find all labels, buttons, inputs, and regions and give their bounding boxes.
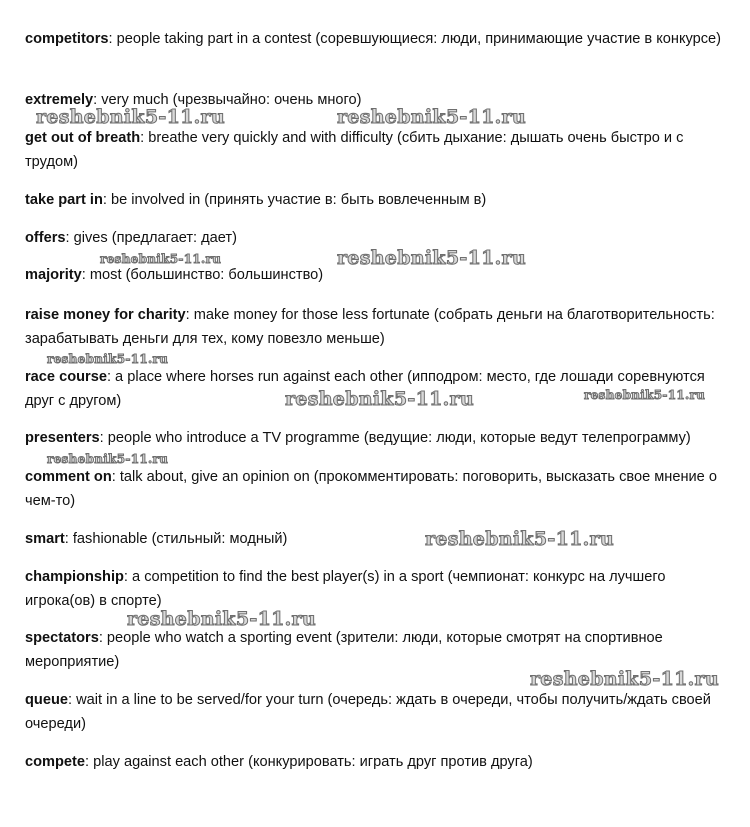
vocab-entry-comment-on bbox=[25, 466, 725, 513]
entry-definition: : wait in a line to be served/for your turn (очередь: ждать в очереди, чтобы получить/ждать своей очереди) bbox=[25, 692, 711, 732]
vocab-entry-get-out-of-breath bbox=[25, 127, 725, 174]
entry-term: presenters bbox=[25, 430, 100, 446]
entry-definition: : a place where horses run against each other (ипподром: место, где лошади соревнуются друг с другом) bbox=[25, 369, 705, 409]
vocab-entry-competitors bbox=[25, 28, 725, 52]
entry-definition: : make money for those less fortunate (собрать деньги на благотворительность: зарабатывать деньги для тех, кому повезло меньше) bbox=[25, 307, 715, 347]
entry-term: offers bbox=[25, 230, 66, 246]
watermark: reshebnik5-11.ru bbox=[337, 106, 526, 128]
entry-term: comment on bbox=[25, 469, 112, 485]
vocab-entry-presenters bbox=[25, 427, 725, 451]
entry-term: smart bbox=[25, 531, 65, 547]
watermark: reshebnik5-11.ru bbox=[425, 528, 614, 550]
entry-term: raise money for charity bbox=[25, 307, 186, 323]
entry-term: championship bbox=[25, 569, 124, 585]
vocab-entry-raise-money-for-charity bbox=[25, 304, 725, 351]
entry-definition: : a competition to find the best player(s) in a sport (чемпионат: конкурс на лучшего игрока(ов) в спорте) bbox=[25, 569, 666, 609]
entry-term: competitors bbox=[25, 31, 109, 47]
entry-term: majority bbox=[25, 267, 82, 283]
watermark: reshebnik5-11.ru bbox=[100, 252, 222, 266]
watermark: reshebnik5-11.ru bbox=[285, 388, 474, 410]
watermark: reshebnik5-11.ru bbox=[584, 388, 706, 402]
entry-definition: : people taking part in a contest (соревшующиеся: люди, принимающие участие в конкурсе) bbox=[108, 31, 722, 47]
entry-definition: : be involved in (принять участие в: быть вовлеченным в) bbox=[102, 192, 487, 208]
watermark: reshebnik5-11.ru bbox=[530, 668, 719, 690]
entry-definition: : talk about, give an opinion on (прокомментировать: поговорить, высказать свое мнение о чем-то) bbox=[25, 469, 717, 509]
vocab-entry-take-part-in bbox=[25, 189, 725, 213]
entry-definition: : most (большинство: большинство) bbox=[81, 267, 324, 283]
entry-definition: : people who introduce a TV programme (ведущие: люди, которые ведут телепрограмму) bbox=[99, 430, 691, 446]
vocab-entry-spectators bbox=[25, 627, 725, 674]
entry-term: compete bbox=[25, 754, 86, 770]
vocab-entry-compete bbox=[25, 751, 725, 775]
entry-definition: : breathe very quickly and with difficulty (сбить дыхание: дышать очень быстро и с трудом) bbox=[25, 130, 684, 170]
entry-definition: : gives (предлагает: дает) bbox=[65, 230, 237, 246]
entry-term: race course bbox=[25, 369, 107, 385]
vocab-entry-championship bbox=[25, 566, 725, 613]
watermark: reshebnik5-11.ru bbox=[47, 352, 169, 366]
entry-definition: : play against each other (конкурировать: играть друг против друга) bbox=[85, 754, 533, 770]
entry-term: take part in bbox=[25, 192, 103, 208]
watermark: reshebnik5-11.ru bbox=[47, 452, 169, 466]
entry-definition: : people who watch a sporting event (зрители: люди, которые смотрят на спортивное мероприятие) bbox=[25, 630, 663, 670]
entry-term: queue bbox=[25, 692, 68, 708]
entry-definition: : very much (чрезвычайно: очень много) bbox=[93, 92, 362, 108]
watermark: reshebnik5-11.ru bbox=[337, 247, 526, 269]
watermark: reshebnik5-11.ru bbox=[36, 106, 225, 128]
entry-term: get out of breath bbox=[25, 130, 141, 146]
watermark: reshebnik5-11.ru bbox=[127, 608, 316, 630]
entry-term: spectators bbox=[25, 630, 99, 646]
vocab-entry-queue bbox=[25, 689, 725, 736]
entry-term: extremely bbox=[25, 92, 94, 108]
entry-definition: : fashionable (стильный: модный) bbox=[64, 531, 288, 547]
vocab-entry-smart bbox=[25, 528, 725, 552]
